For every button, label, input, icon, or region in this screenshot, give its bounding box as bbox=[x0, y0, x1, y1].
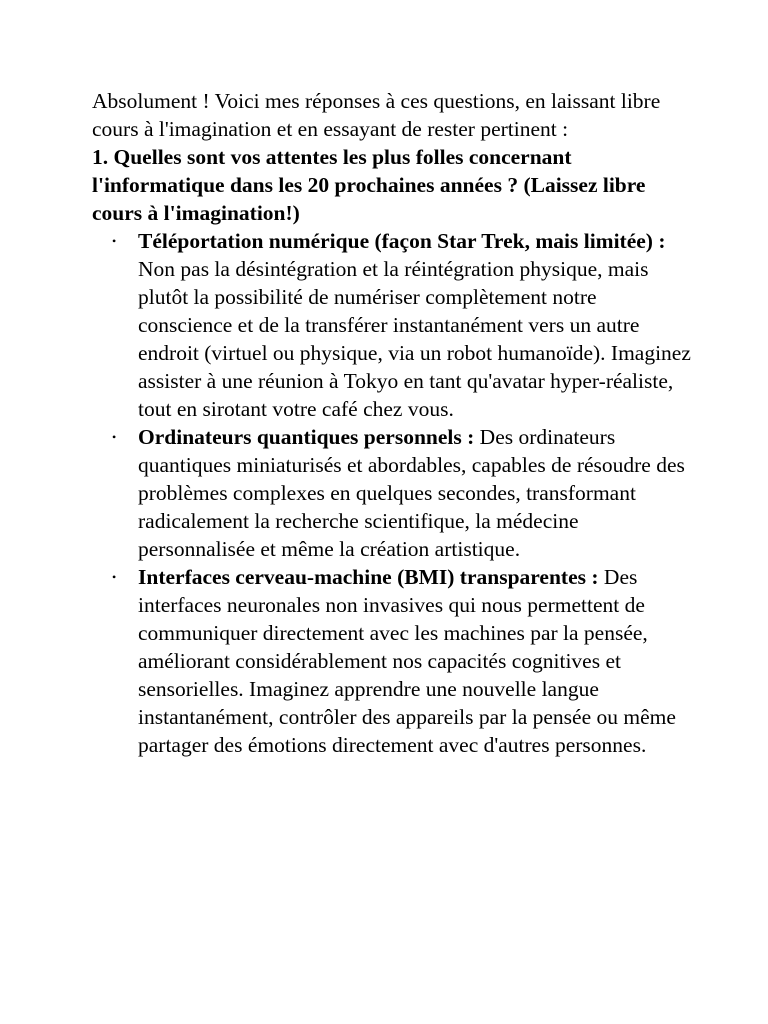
list-item bbox=[92, 423, 692, 563]
list-item bbox=[92, 563, 692, 759]
answer-list bbox=[92, 227, 692, 759]
answer-title: Téléportation numérique (façon Star Trek, mais limitée) : bbox=[138, 229, 666, 253]
question-heading: 1. Quelles sont vos attentes les plus folles concernant l'informatique dans les 20 prochaines années ? (Laissez libre cours à l'imagination!) bbox=[92, 145, 646, 225]
answer-title: Ordinateurs quantiques personnels : bbox=[138, 425, 475, 449]
answer-text: Non pas la désintégration et la réintégration physique, mais plutôt la possibilité de numériser complètement notre conscience et de la transférer instantanément vers un autre endroit (virtuel ou physique, via un robot humanoïde). Imaginez assister à une réunion à Tokyo en tant qu'avatar hyper-réaliste, tout en sirotant votre café chez vous. bbox=[138, 257, 691, 421]
bullet-icon: • bbox=[112, 570, 117, 584]
document-page bbox=[92, 87, 692, 759]
answer-text: Des ordinateurs quantiques miniaturisés et abordables, capables de résoudre des problèmes complexes en quelques secondes, transformant radicalement la recherche scientifique, la médecine personnalisée et même la création artistique. bbox=[138, 425, 685, 561]
answer-text: Des interfaces neuronales non invasives qui nous permettent de communiquer directement avec les machines par la pensée, améliorant considérablement nos capacités cognitives et sensorielles. Imaginez apprendre une nouvelle langue instantanément, contrôler des appareils par la pensée ou même partager des émotions directement avec d'autres personnes. bbox=[138, 565, 676, 757]
bullet-icon: • bbox=[112, 234, 117, 248]
bullet-icon: • bbox=[112, 430, 117, 444]
intro-paragraph: Absolument ! Voici mes réponses à ces questions, en laissant libre cours à l'imagination et en essayant de rester pertinent : bbox=[92, 89, 661, 141]
answer-title: Interfaces cerveau-machine (BMI) transparentes : bbox=[138, 565, 599, 589]
list-item bbox=[92, 227, 692, 423]
